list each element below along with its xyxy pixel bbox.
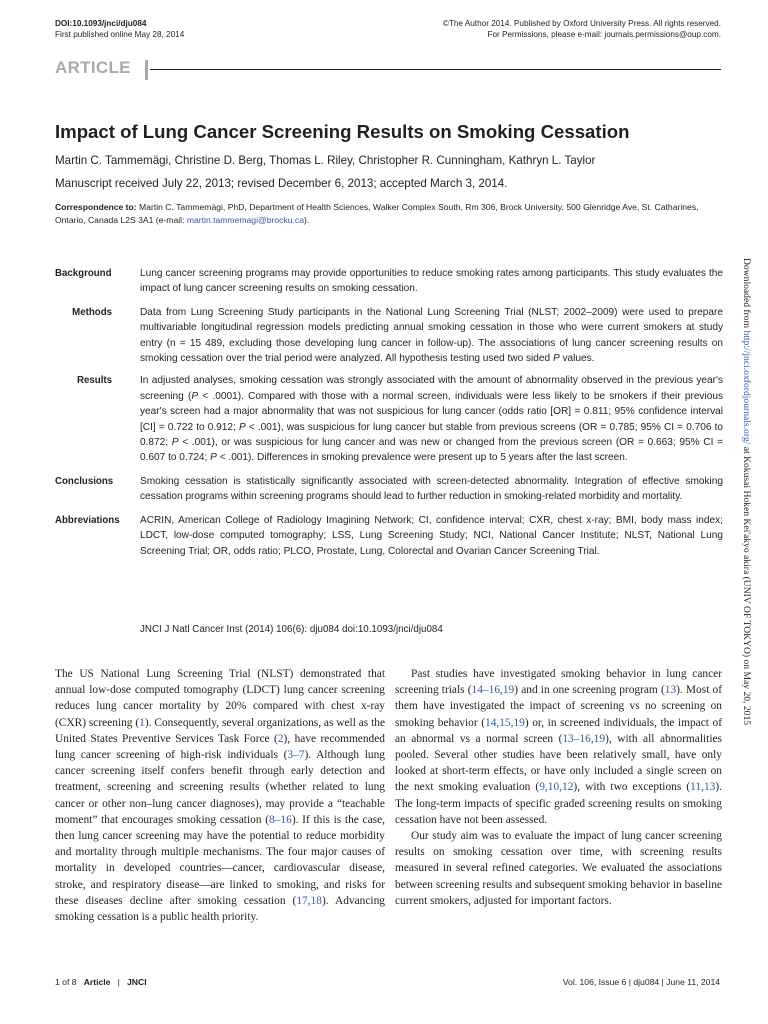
reference-link[interactable]: 14–16,19 [471,684,515,697]
methods-text-a: Data from Lung Screening Study participants in the National Lung Screening Trial (NLST; 2002–2009) were used to prepare multivariable longitudinal regression models predicting annual smoking cessation in those who were current smokers at study entry (n = 15 489, excluding those developing lung cancer in follow-up). The associations of lung cancer screening results on smoking cessation over the trial period were analyzed. All hypothesis testing used two sided [140,306,723,365]
results-text-3: < .001), was suspicious for lung cancer but stable from previous screens (OR = 0.785; 95% CI = 0.706 to 0.872; [140,421,723,449]
text-span: ). If this is the case, then lung cancer screening may have the potential to reduce morbidity and mortality through multiple mechanisms. The four major causes of mortality in developed countries—cancer, cardiovascular disease, stroke, and respiratory disease—are linked to smoking, and risks for these diseases decline after smoking cessation ( [55,813,385,907]
abstract-results [55,373,723,465]
reference-link[interactable]: 3–7 [287,749,305,762]
text-span: ). Although lung cancer screening itself confers benefit through early detection and treatment, screening and screening results (whether related to lung cancer or other non–lung cancer diagnoses), may provide a “teachable moment” that encourages smoking cessation ( [55,749,385,826]
text-span: Past studies have investigated smoking behavior in lung cancer screening trials ( [395,668,722,697]
text-span: ) or, in screened individuals, the impact of an abnormal vs a normal screen ( [395,716,722,745]
body-left-column [55,666,385,925]
download-notice-prefix: Downloaded from [741,258,752,331]
text-span: ). Advancing smoking cessation is a public health priority. [55,894,385,924]
correspondence-label: Correspondence to: [55,202,137,212]
reference-link[interactable]: 13 [664,684,677,697]
footer-left [55,977,147,987]
abstract [55,266,723,559]
reference-link[interactable]: 1 [139,716,145,729]
correspondence-text: Martin C. Tammemägi, PhD, Department of Health Sciences, Walker Complex South, Rm 306, Brock University, 500 Glenridge Ave, St. Catharines, Ontario, Canada L2S 3A1 (e-mail: [55,202,699,225]
body-right-paragraph-2: Our study aim was to evaluate the impact of lung cancer screening results on smoking cessation over time, with screening results measured in several refined categories. We evaluated the associations between screening results and subsequent smoking behavior in baseline current smokers, adjusted for important factors. [395,830,722,907]
text-span: ). Consequently, several organizations, as well as the United States Preventive Services Task Force ( [55,716,385,745]
methods-label: Methods [72,306,112,318]
section-bar [145,60,148,80]
text-span: ), with all abnormalities pooled. Several other studies have been relatively small, have only looked at short-term effects, or have only included a single screen on the next smoking evaluation ( [395,732,722,794]
abstract-conclusions [55,474,723,505]
header-right [443,18,721,40]
section-rule [150,69,721,70]
results-text-5: < .001). Differences in smoking prevalence were present up to 5 years after the last screen. [216,452,628,464]
download-link[interactable]: http://jnci.oxfordjournals.org/ [741,330,752,445]
results-text-4: < .001), or was suspicious for lung cancer and was new or changed from the previous screen (OR = 0.663; 95% CI = 0.607 to 0.724; [140,437,724,464]
correspondence [55,201,723,227]
abbreviations-label: Abbreviations [55,514,120,526]
results-p-4: P [210,452,217,464]
results-p-3: P [171,437,179,449]
reference-link[interactable]: 2 [277,732,284,745]
text-span: ). The long-term impacts of specific graded screening results on smoking cessation have not been assessed. [395,781,722,826]
copyright: ©The Author 2014. Published by Oxford University Press. All rights reserved. [442,19,721,28]
results-p-1: P [191,390,199,402]
reference-link[interactable]: 13–16,19 [562,732,606,745]
correspondence-close: ). [303,215,310,225]
published-date: First published online May 28, 2014 [55,30,185,39]
results-p-2: P [238,421,246,433]
methods-p: P [552,353,560,365]
correspondence-email[interactable]: martin.tammemagi@brocku.ca [186,215,304,225]
footer-separator: | [117,977,120,987]
methods-text [140,305,723,367]
conclusions-text: Smoking cessation is statistically significantly associated with screen-detected abnormality. Integration of effective smoking cessation programs within screening programs should lead to further reduction in smoking-related morbidity and mortality. [140,475,723,503]
text-span: ) and in one screening program ( [514,684,665,697]
reference-link[interactable]: 17,18 [296,894,322,907]
page-number: 1 of 8 [55,977,77,987]
permissions: For Permissions, please e-mail: journals.permissions@oup.com. [487,30,721,39]
text-span: The US National Lung Screening Trial (NLST) demonstrated that annual low-dose computed tomography (LDCT) lung cancer screening reduces lung cancer mortality by 20% compared with chest x-ray (CXR) screening ( [55,668,385,729]
reference-link[interactable]: 9,10,12 [539,781,574,794]
header-left [55,18,184,40]
reference-link[interactable]: 11,13 [690,781,716,794]
journal-citation: JNCI J Natl Cancer Inst (2014) 106(6): dju084 doi:10.1093/jnci/dju084 [140,624,443,635]
download-notice [741,258,755,768]
reference-link[interactable]: 14,15,19 [485,716,525,729]
download-notice-text [741,258,752,725]
footer-journal: JNCI [127,977,147,987]
background-label: Background [55,268,112,279]
body-left-paragraph [55,666,385,925]
body-right-paragraph-1 [395,666,722,828]
article-title: Impact of Lung Cancer Screening Results on Smoking Cessation [55,121,630,142]
manuscript-dates: Manuscript received July 22, 2013; revised December 6, 2013; accepted March 3, 2014. [55,177,508,190]
abstract-abbreviations [55,513,723,559]
abstract-background [55,266,723,297]
section-label: ARTICLE [55,58,131,77]
text-span: ), have recommended lung cancer screening of high-risk individuals ( [55,732,386,762]
body-right-column [395,666,722,909]
text-span: ). Most of them have investigated the impact of screening vs no screening on smoking behavior ( [395,684,722,729]
footer-issue: Vol. 106, Issue 6 | dju084 | June 11, 2014 [562,977,720,987]
author-list: Martin C. Tammemägi, Christine D. Berg, Thomas L. Riley, Christopher R. Cunningham, Kathryn L. Taylor [55,154,596,167]
abbreviations-text: ACRIN, American College of Radiology Imagining Network; CI, confidence interval; CXR, chest x-ray; BMI, body mass index; LDCT, low-dose computed tomography; LSS, Lung Screening Study; NCI, National Cancer Institute; NLST, National Lung Screening Trial; OR, odds ratio; PLCO, Prostate, Lung, Colorectal and Ovarian Cancer Screening Trial. [140,514,723,557]
results-text [140,373,723,465]
reference-link[interactable]: 8–16 [269,813,292,826]
footer-section: Article [83,977,111,987]
results-label: Results [77,375,112,387]
abstract-methods [55,305,723,367]
results-text-2: < .0001). Compared with those with a normal screen, individuals were less likely to be smokers if their previous year's screen had a major abnormality that was not suspicious for lung cancer (odds ratio [OR] = 0.811; 95% confidence interval [CI] = 0.722 to 0.912; [140,390,723,433]
text-span: ), with two exceptions ( [573,781,691,794]
download-notice-suffix: at Kokusai Hoken Kei'akyo akira (UNIV OF TOKYO) on May 20, 2015 [741,444,752,726]
doi: DOI:10.1093/jnci/dju084 [55,19,147,28]
conclusions-label: Conclusions [55,475,114,487]
results-text-1: In adjusted analyses, smoking cessation was strongly associated with the amount of abnormality observed in the previous year's screening ( [140,375,723,402]
methods-text-b: values. [559,353,595,365]
background-text: Lung cancer screening programs may provide opportunities to reduce smoking rates among participants. This study evaluates the impact of lung cancer screening results on smoking cessation. [140,268,723,295]
